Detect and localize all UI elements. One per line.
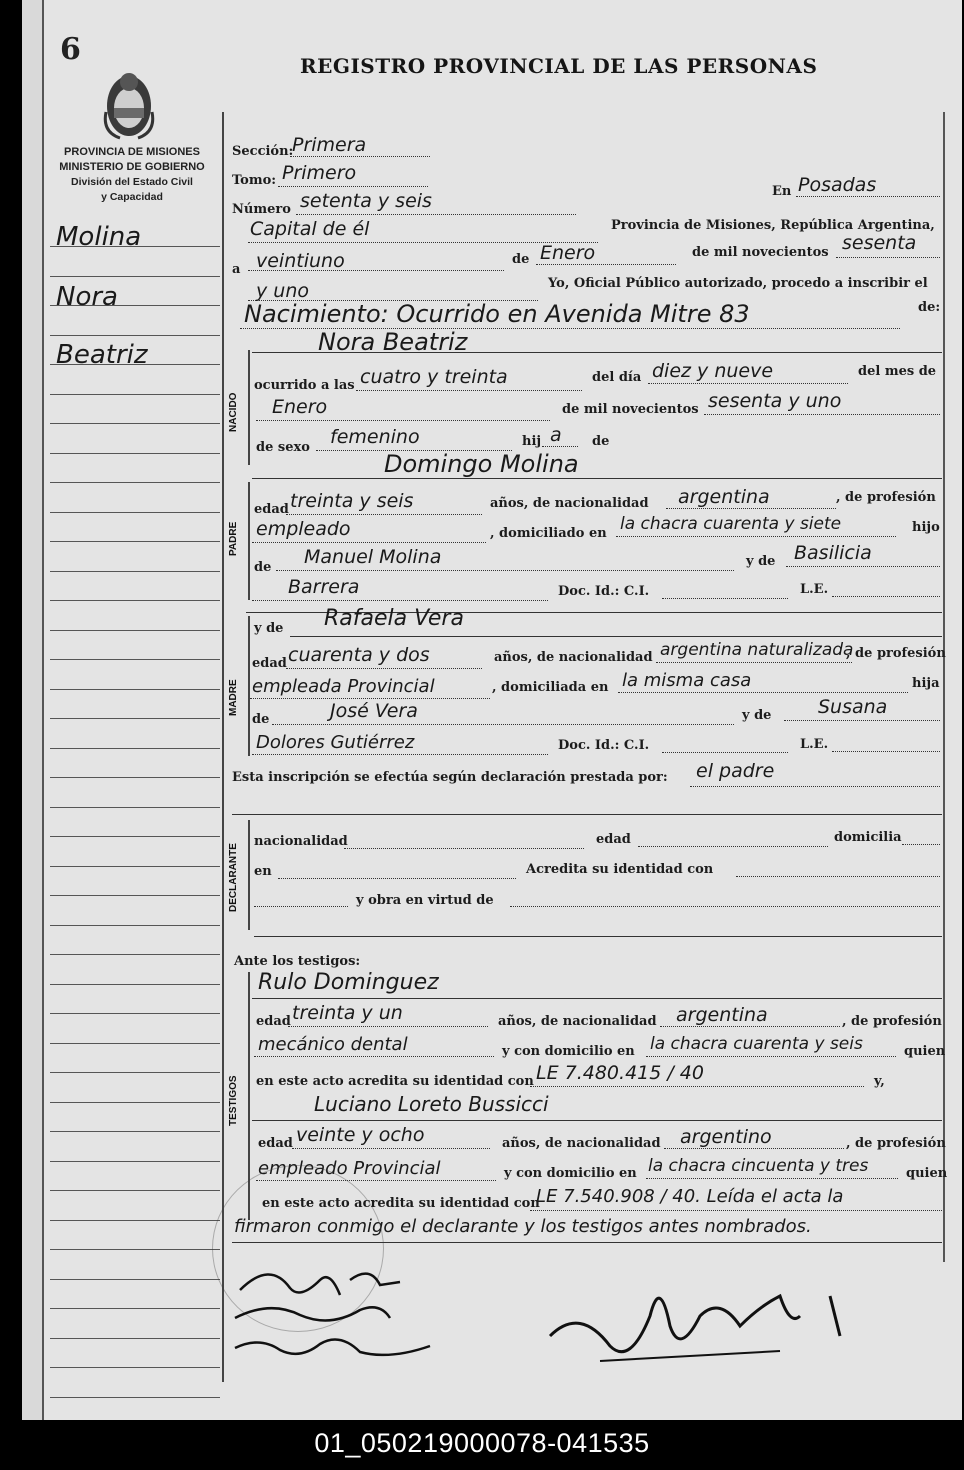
t1-acredita-label: en este acto acredita su identidad con (256, 1074, 534, 1089)
cierre-value: firmaron conmigo el declarante y los testigos antes nombrados. (234, 1216, 812, 1237)
dec-obra-line-b (510, 906, 940, 907)
a-label: a (232, 262, 241, 277)
margin-rule-line (50, 689, 220, 690)
anio1-line (836, 257, 940, 258)
t1-quien-label: quien (904, 1044, 946, 1059)
testigo1-value: Rulo Dominguez (258, 970, 439, 995)
t1-dom-value: la chacra cuarenta y seis (650, 1034, 863, 1054)
seccion-label: Sección: (232, 144, 294, 159)
anio2-value: y uno (256, 280, 309, 302)
t2-prof-label: , de profesión (846, 1136, 946, 1151)
numero-line (296, 214, 576, 215)
margin-rule-line (50, 276, 220, 277)
mes-line (536, 264, 676, 265)
testigo2-value: Luciano Loreto Bussicci (314, 1092, 549, 1116)
testigo1-line (252, 998, 942, 999)
margin-rule-line (50, 984, 220, 985)
padre-dom-line (616, 536, 896, 537)
padre-line (252, 478, 942, 479)
dec-dom-label: domicilia (834, 830, 902, 845)
madre-doc-label: Doc. Id.: C.I. (558, 738, 650, 753)
padre-de-label: de (254, 560, 272, 575)
dia-line (648, 383, 848, 384)
padre-madre2-value: Barrera (288, 576, 360, 598)
padre-prof-value: empleado (256, 518, 351, 540)
margin-rule-line (50, 423, 220, 424)
margin-rule-line (50, 1131, 220, 1132)
madre-nac-line (656, 662, 852, 663)
del-dia-label: del día (592, 370, 642, 385)
padre-anos-label: años, de nacionalidad (490, 496, 649, 511)
dec-nac-line (344, 848, 584, 849)
dec-obra-line-a (254, 906, 348, 907)
tomo-label: Tomo: (232, 173, 277, 188)
de2-label: de (592, 434, 610, 449)
en-line (796, 196, 940, 197)
t1-y-label: y, (874, 1074, 885, 1089)
margin-rule-line (50, 1161, 220, 1162)
dec-bottom-line (254, 936, 942, 937)
t2-acredita-label: en este acto acredita su identidad con (262, 1196, 540, 1211)
hija-label: hija (912, 676, 940, 691)
madre-edad-line (286, 668, 482, 669)
madre-dom-label: , domiciliada en (492, 680, 609, 695)
declarante-section-label: DECLARANTE (228, 843, 239, 912)
padre-edad-line (286, 514, 482, 515)
margin-rule-line (50, 748, 220, 749)
madre-madre-value: Susana (818, 696, 888, 718)
margin-rule-line (50, 895, 220, 896)
padre-dom-label: , domiciliado en (490, 526, 607, 541)
margin-rule-line (50, 1397, 220, 1398)
mil-novecientos-label: de mil novecientos (692, 245, 829, 260)
official-signature (540, 1256, 860, 1376)
en-value: Posadas (798, 174, 877, 196)
t1-prof-label: , de profesión (842, 1014, 942, 1029)
coat-of-arms-icon (100, 62, 158, 142)
tomo-line (278, 186, 428, 187)
margin-rule-line (50, 807, 220, 808)
margin-rule-line (50, 453, 220, 454)
madre-yde-label: y de (254, 621, 284, 636)
t1-prof-value: mecánico dental (258, 1034, 408, 1055)
page-number: 6 (60, 32, 81, 67)
padre-edad-label: edad (254, 502, 289, 517)
t2-edad-value: veinte y ocho (296, 1124, 425, 1146)
t1-anos-label: años, de nacionalidad (498, 1014, 657, 1029)
margin-rule-line (50, 1220, 220, 1221)
dec-acredita-line (736, 876, 940, 877)
t2-nac-line (664, 1148, 844, 1149)
issuer-header (44, 145, 220, 205)
margin-rule-line (50, 541, 220, 542)
margin-rule-line (50, 777, 220, 778)
nombre-value: Nora Beatriz (318, 328, 468, 356)
hij-value: a (550, 424, 562, 446)
mes-value: Enero (540, 242, 596, 264)
t2-doc-value: LE 7.540.908 / 40. Leída el acta la (536, 1186, 844, 1207)
margin-rule-line (50, 630, 220, 631)
madre-edad-label: edad (252, 656, 287, 671)
t2-edad-line (292, 1148, 490, 1149)
issuer-capacity: y Capacidad (101, 191, 163, 203)
seccion-line (290, 156, 430, 157)
margin-rule-line (50, 925, 220, 926)
t2-dom-value: la chacra cincuenta y tres (648, 1156, 869, 1176)
t2-edad-label: edad (258, 1136, 293, 1151)
acta-value: Nacimiento: Ocurrido en Avenida Mitre 83 (244, 300, 750, 328)
margin-rule-line (50, 718, 220, 719)
t1-prof-line (254, 1056, 494, 1057)
padre-section-label: PADRE (228, 521, 239, 556)
margin-rule-line (50, 482, 220, 483)
padre-dom-value: la chacra cuarenta y siete (620, 514, 842, 534)
padre-prof-line (252, 542, 486, 543)
hora-line (356, 390, 582, 391)
madre-dom-value: la misma casa (622, 670, 752, 691)
dec-dom-line (902, 844, 940, 845)
hij-label: hij (522, 434, 542, 449)
t2-dom-label: y con domicilio en (504, 1166, 637, 1181)
del-mes-label: del mes de (858, 364, 937, 379)
padre-value: Domingo Molina (384, 450, 579, 478)
madre-prof-value: empleada Provincial (252, 676, 435, 697)
a-dia-value: veintiuno (256, 250, 345, 272)
madre-le-label: L.E. (800, 737, 829, 752)
t1-dom-label: y con domicilio en (502, 1044, 635, 1059)
madre-madre-line (784, 720, 940, 721)
t1-doc-value: LE 7.480.415 / 40 (536, 1062, 704, 1084)
padre-le-line (832, 596, 940, 597)
madre-padre-line (272, 724, 734, 725)
t2-quien-label: quien (906, 1166, 948, 1181)
hij-line (542, 446, 578, 447)
padre-edad-value: treinta y seis (290, 490, 414, 512)
dia-value: diez y nueve (652, 360, 774, 382)
padre-prof-label: , de profesión (836, 490, 936, 505)
t2-nac-value: argentino (680, 1126, 772, 1148)
witness-signatures (230, 1240, 450, 1380)
en-label: En (772, 184, 792, 199)
hijo-label: hijo (912, 520, 940, 535)
t2-doc-line (530, 1210, 942, 1211)
t1-doc-line (530, 1086, 864, 1087)
padre-padre-value: Manuel Molina (304, 546, 442, 568)
margin-rule-line (50, 836, 220, 837)
margin-rule-line (50, 1190, 220, 1191)
capital-value: Capital de él (250, 218, 370, 240)
testigos-section-label: TESTIGOS (228, 1075, 239, 1126)
padre-padre-line (276, 570, 734, 571)
padre-madre-line (786, 566, 940, 567)
padre-nac-line (666, 508, 836, 509)
column-divider (222, 112, 224, 1382)
t2-dom-line (646, 1178, 898, 1179)
middlename-margin: Beatriz (56, 340, 148, 370)
declarante-value: el padre (696, 760, 775, 782)
sexo-value: femenino (330, 426, 420, 448)
padre-doc-label: Doc. Id.: C.I. (558, 584, 650, 599)
document-title: REGISTRO PROVINCIAL DE LAS PERSONAS (300, 54, 818, 78)
ocurrido-label: ocurrido a las (254, 378, 355, 393)
sexo-label: de sexo (256, 440, 310, 455)
padre-yde-label: y de (746, 554, 776, 569)
madre-le-line (832, 751, 940, 752)
madre-anos-label: años, de nacionalidad (494, 650, 653, 665)
hora-value: cuatro y treinta (360, 366, 508, 388)
issuer-province: PROVINCIA DE MISIONES (64, 146, 200, 158)
margin-rule-line (50, 1072, 220, 1073)
dec-edad-line (638, 846, 828, 847)
tomo-value: Primero (282, 162, 357, 184)
t1-nac-line (660, 1026, 840, 1027)
margin-rule-line (50, 954, 220, 955)
dec-obra-label: y obra en virtud de (356, 893, 494, 908)
dec-en-line (278, 878, 516, 879)
margin-rule-line (50, 1279, 220, 1280)
surname-margin: Molina (56, 222, 142, 252)
margin-rule-line (50, 600, 220, 601)
margin-rule-line (50, 1249, 220, 1250)
padre-madre2-line (252, 600, 548, 601)
mes-nac-line (256, 420, 550, 421)
nombre-line (252, 352, 942, 353)
a-dia-line (248, 270, 504, 271)
margin-rule-line (50, 1043, 220, 1044)
mes-nac-value: Enero (272, 396, 328, 418)
margin-rule-line (50, 866, 220, 867)
padre-le-label: L.E. (800, 582, 829, 597)
declarante-line (690, 786, 940, 787)
t2-prof-value: empleado Provincial (258, 1158, 441, 1179)
madre-prof-line (250, 698, 490, 699)
margin-rule-line (50, 571, 220, 572)
dec-nac-label: nacionalidad (254, 834, 348, 849)
dec-acredita-label: Acredita su identidad con (526, 862, 714, 877)
margin-rule-line (50, 1338, 220, 1339)
firstname-margin: Nora (56, 282, 118, 312)
t1-edad-label: edad (256, 1014, 291, 1029)
dec-en-label: en (254, 864, 272, 879)
t1-nac-value: argentina (676, 1004, 768, 1026)
declaracion-line (232, 814, 942, 815)
anio-nac-value: sesenta y uno (708, 390, 842, 412)
madre-section-label: MADRE (228, 679, 239, 716)
margin-rule-line (50, 1102, 220, 1103)
yo-label: Yo, Oficial Público autorizado, procedo a inscribir el (548, 276, 928, 291)
padre-nac-value: argentina (678, 486, 770, 508)
inscripcion-label: Esta inscripción se efectúa según declaración prestada por: (232, 770, 668, 785)
margin-rule-line (50, 512, 220, 513)
de-colon-label: de: (918, 300, 941, 315)
t1-edad-value: treinta y un (292, 1002, 403, 1024)
anio1-value: sesenta (842, 232, 917, 254)
madre-doc-line (662, 752, 788, 753)
madre-madre2-value: Dolores Gutiérrez (256, 732, 415, 753)
testigo2-line (252, 1120, 942, 1121)
numero-label: Número (232, 202, 291, 217)
nacido-section-label: NACIDO (228, 392, 239, 432)
padre-madre-value: Basilicia (794, 542, 872, 564)
madre-madre2-line (252, 754, 548, 755)
issuer-ministry: MINISTERIO DE GOBIERNO (59, 161, 205, 173)
madre-edad-value: cuarenta y dos (288, 644, 430, 666)
madre-value: Rafaela Vera (324, 606, 464, 631)
madre-de-label: de (252, 712, 270, 727)
padre-doc-line (662, 598, 788, 599)
margin-rule-line (50, 659, 220, 660)
t1-dom-line (646, 1056, 896, 1057)
mil-nov2-label: de mil novecientos (562, 402, 699, 417)
t1-edad-line (288, 1026, 488, 1027)
de-mes-label: de (512, 252, 530, 267)
madre-yde2-label: y de (742, 708, 772, 723)
margin-rule-line (50, 1367, 220, 1368)
dec-edad-label: edad (596, 832, 631, 847)
issuer-division: División del Estado Civil (71, 176, 193, 188)
margin-rule-line (50, 1013, 220, 1014)
t2-anos-label: años, de nacionalidad (502, 1136, 661, 1151)
madre-prof-label: , de profesión (846, 646, 946, 661)
margin-rule-line (50, 1308, 220, 1309)
madre-nac-value: argentina naturalizada (660, 640, 854, 660)
margin-rule-line (50, 335, 220, 336)
right-border (943, 112, 945, 1262)
ante-testigos-label: Ante los testigos: (234, 954, 361, 969)
numero-value: setenta y seis (300, 190, 432, 212)
provincia-label: Provincia de Misiones, República Argentina, (611, 218, 935, 233)
madre-padre-value: José Vera (330, 700, 418, 722)
seccion-value: Primera (292, 134, 367, 156)
anio-nac-line (704, 414, 940, 415)
madre-dom-line (618, 692, 908, 693)
madre-line (290, 636, 942, 637)
document-id: 01_050219000078-041535 (314, 1428, 650, 1458)
margin-rule-line (50, 394, 220, 395)
